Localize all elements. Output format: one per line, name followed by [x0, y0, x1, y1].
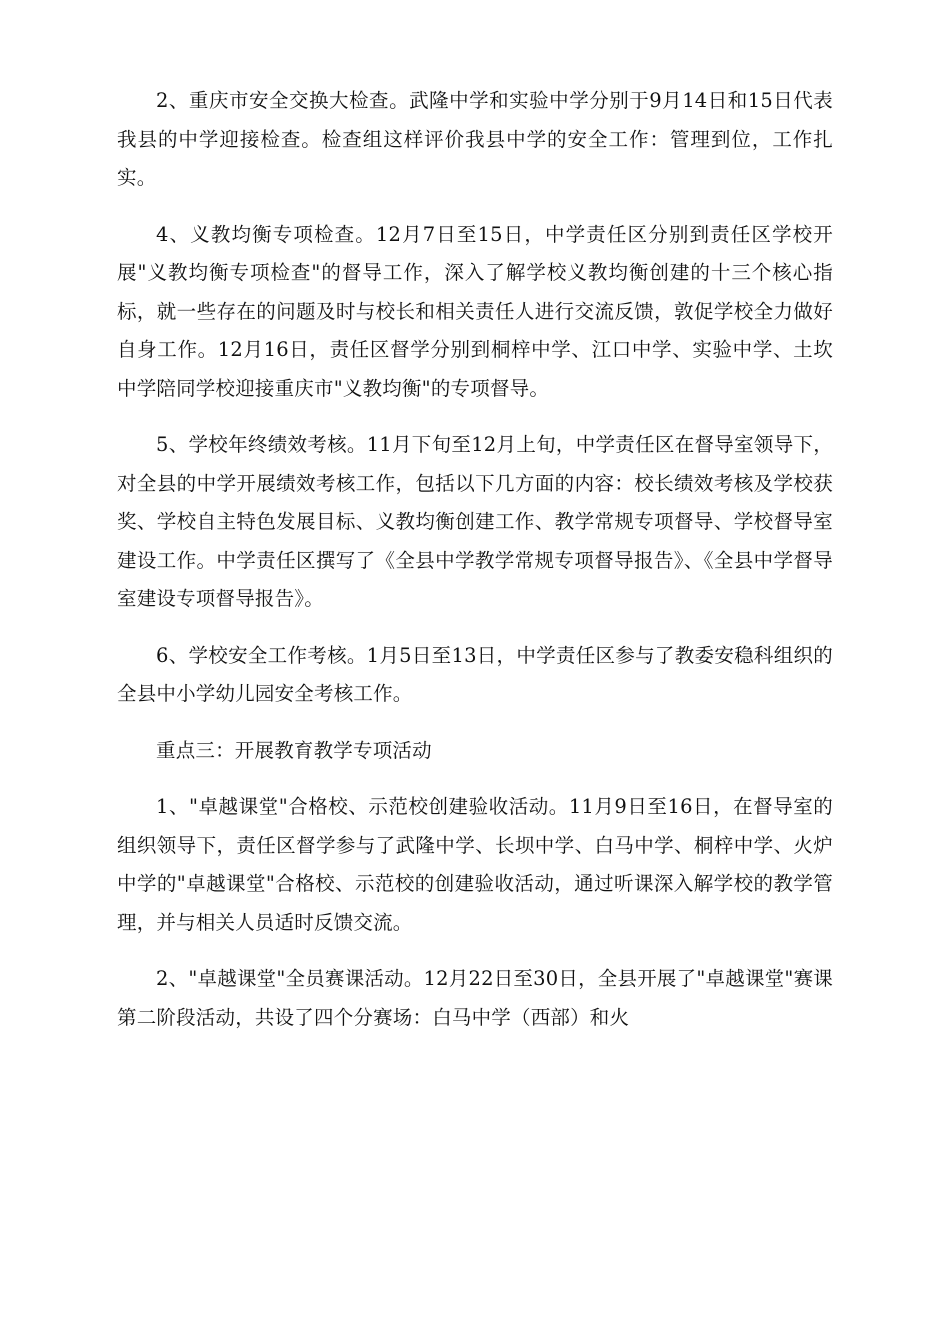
paragraph-excellent-classroom-acceptance: 1、"卓越课堂"合格校、示范校创建验收活动。11月9日至16日，在督导室的组织领导下，责任区督学参与了武隆中学、长坝中学、白马中学、桐梓中学、火炉中学的"卓越课堂"合格校、示范校的创建验收活动，通过听课深入解学校的教学管理，并与相关人员适时反馈交流。 — [117, 795, 833, 934]
paragraph-excellent-classroom-competition: 2、"卓越课堂"全员赛课活动。12月22日至30日，全县开展了"卓越课堂"赛课第二阶段活动，共设了四个分赛场：白马中学（西部）和火 — [117, 967, 833, 1029]
paragraph-annual-performance-assessment: 5、学校年终绩效考核。11月下旬至12月上旬，中学责任区在督导室领导下，对全县的中学开展绩效考核工作，包括以下几方面的内容：校长绩效考核及学校获奖、学校自主特色发展目标、义教均衡创建工作、教学常规专项督导、学校督导室建设工作。中学责任区撰写了《全县中学教学常规专项督导报告》、《全县中学督导室建设专项督导报告》。 — [117, 433, 833, 610]
paragraph-school-safety-assessment: 6、学校安全工作考核。1月5日至13日，中学责任区参与了教委安稳科组织的全县中小学幼儿园安全考核工作。 — [117, 643, 833, 705]
paragraph-balanced-education-inspection: 4、义教均衡专项检查。12月7日至15日，中学责任区分别到责任区学校开展"义教均衡专项检查"的督导工作，深入了解学校义教均衡创建的十三个核心指标，就一些存在的问题及时与校长和相关责任人进行交流反馈，敦促学校全力做好自身工作。12月16日，责任区督学分别到桐梓中学、江口中学、实验中学、土坎中学陪同学校迎接重庆市"义教均衡"的专项督导。 — [117, 222, 833, 400]
paragraph-safety-inspection: 2、重庆市安全交换大检查。武隆中学和实验中学分别于9月14日和15日代表我县的中学迎接检查。检查组这样评价我县中学的安全工作：管理到位，工作扎实。 — [117, 89, 833, 189]
section-heading-key-point-three: 重点三：开展教育教学专项活动 — [156, 738, 432, 762]
